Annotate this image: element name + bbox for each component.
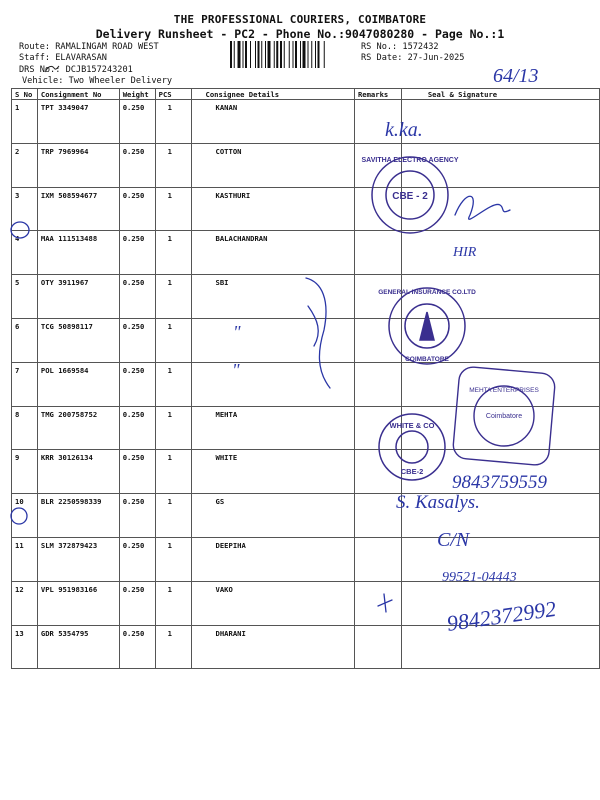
signature-row-1: k.ka. xyxy=(385,119,423,141)
col-header-pcs: PCS xyxy=(155,89,191,100)
barcode-bar xyxy=(230,41,232,68)
cell-consignment: IXM 508594677 xyxy=(37,187,119,231)
barcode-bar xyxy=(238,41,241,68)
barcode-image xyxy=(230,41,351,68)
ditto-row-6: " xyxy=(233,322,241,342)
cell-remarks xyxy=(354,406,401,450)
insurance-stamp-bottom: COIMBATORE xyxy=(405,356,449,363)
table-row xyxy=(12,450,600,494)
runsheet-table xyxy=(11,88,600,669)
mehta-stamp-ring: MEHTA ENTERPRISES xyxy=(469,387,539,394)
cell-consignee: KASTHURI xyxy=(191,187,354,231)
cell-consignment: TRP 7969964 xyxy=(37,143,119,187)
signature-row-4: HIR xyxy=(453,245,477,260)
savitha-stamp-ring: SAVITHA ELECTRO AGENCY xyxy=(361,157,459,164)
vehicle-text: Vehicle: Two Wheeler Delivery xyxy=(22,76,173,86)
cell-consignment: GDR 5354795 xyxy=(37,625,119,669)
cell-remarks xyxy=(354,537,401,581)
barcode-bar xyxy=(276,41,278,68)
barcode-bar xyxy=(300,41,301,68)
barcode-bar xyxy=(311,41,312,68)
cell-weight: 0.250 xyxy=(119,537,155,581)
cell-signature xyxy=(401,187,599,231)
cell-remarks xyxy=(354,494,401,538)
cell-signature xyxy=(401,581,599,625)
cell-remarks xyxy=(354,362,401,406)
cell-consignee: MEHTA xyxy=(191,406,354,450)
rs-number: RS No.: 1572432 xyxy=(361,42,439,52)
ditto-row-7: " xyxy=(232,360,240,380)
cell-consignment: VPL 951983166 xyxy=(37,581,119,625)
cell-consignment: TMG 200758752 xyxy=(37,406,119,450)
cell-weight: 0.250 xyxy=(119,450,155,494)
cell-signature xyxy=(401,275,599,319)
table-row xyxy=(12,581,600,625)
cell-weight: 0.250 xyxy=(119,187,155,231)
table-row xyxy=(12,143,600,187)
cell-weight: 0.250 xyxy=(119,318,155,362)
cell-consignee: BALACHANDRAN xyxy=(191,231,354,275)
barcode-bar xyxy=(324,41,325,68)
table-row xyxy=(12,275,600,319)
cell-weight: 0.250 xyxy=(119,275,155,319)
cell-consignment: BLR 2250598339 xyxy=(37,494,119,538)
cell-signature xyxy=(401,100,599,144)
barcode-bar xyxy=(268,41,271,68)
cell-sno: 4 xyxy=(12,231,38,275)
cell-remarks xyxy=(354,625,401,669)
cell-pcs: 1 xyxy=(155,318,191,362)
barcode-bar xyxy=(315,41,316,68)
cell-remarks xyxy=(354,100,401,144)
barcode-bar xyxy=(243,41,244,68)
cell-pcs: 1 xyxy=(155,537,191,581)
cell-signature xyxy=(401,362,599,406)
barcode-bar xyxy=(303,41,306,68)
cell-remarks xyxy=(354,231,401,275)
cell-consignee: WHITE xyxy=(191,450,354,494)
barcode-bar xyxy=(284,41,285,68)
col-header-signature: Seal & Signature xyxy=(401,89,599,100)
cell-pcs: 1 xyxy=(155,231,191,275)
cell-pcs: 1 xyxy=(155,275,191,319)
cell-remarks xyxy=(354,581,401,625)
cell-pcs: 1 xyxy=(155,406,191,450)
cell-consignee xyxy=(191,362,354,406)
cell-sno: 3 xyxy=(12,187,38,231)
table-row xyxy=(12,362,600,406)
barcode-bar xyxy=(234,41,235,68)
col-header-remarks: Remarks xyxy=(354,89,401,100)
table-row xyxy=(12,625,600,669)
cell-consignee: DEEPIHA xyxy=(191,537,354,581)
cell-remarks xyxy=(354,275,401,319)
table-row xyxy=(12,318,600,362)
white-stamp-ring: WHITE & CO xyxy=(389,421,435,430)
white-stamp-bottom: CBE-2 xyxy=(400,467,424,476)
col-header-weight: Weight xyxy=(119,89,155,100)
cell-consignment: TCG 50898117 xyxy=(37,318,119,362)
cell-signature xyxy=(401,494,599,538)
cell-sno: 9 xyxy=(12,450,38,494)
cell-consignee: GS xyxy=(191,494,354,538)
cell-sno: 13 xyxy=(12,625,38,669)
cell-consignee xyxy=(191,318,354,362)
barcode-bar xyxy=(289,41,290,68)
barcode-bar xyxy=(261,41,262,68)
table-row xyxy=(12,406,600,450)
barcode-bar xyxy=(265,41,266,68)
savitha-stamp-center: CBE - 2 xyxy=(392,191,428,202)
cell-signature xyxy=(401,450,599,494)
cell-sno: 8 xyxy=(12,406,38,450)
cell-sno: 12 xyxy=(12,581,38,625)
cell-signature xyxy=(401,231,599,275)
col-header-consignee: Consignee Details xyxy=(191,89,354,100)
insurance-stamp-ring: GENERAL INSURANCE CO.LTD xyxy=(378,289,476,296)
cell-weight: 0.250 xyxy=(119,581,155,625)
cell-consignment: OTY 3911967 xyxy=(37,275,119,319)
cell-sno: 5 xyxy=(12,275,38,319)
cell-sno: 7 xyxy=(12,362,38,406)
cell-consignee: SBI xyxy=(191,275,354,319)
scan-mark-icon xyxy=(44,64,60,74)
cn-row-12: C/N xyxy=(437,529,470,551)
runsheet-title: Delivery Runsheet - PC2 - Phone No.:9047080280 - Page No.:1 xyxy=(95,27,505,41)
cell-consignment: SLM 372879423 xyxy=(37,537,119,581)
cell-sno: 2 xyxy=(12,143,38,187)
cell-weight: 0.250 xyxy=(119,406,155,450)
cell-pcs: 1 xyxy=(155,187,191,231)
table-row xyxy=(12,494,600,538)
cell-sno: 11 xyxy=(12,537,38,581)
cell-pcs: 1 xyxy=(155,100,191,144)
name-row-11: S. Kasalys. xyxy=(396,492,480,513)
count-note: 64/13 xyxy=(493,65,539,87)
cell-remarks xyxy=(354,187,401,231)
cell-consignment: POL 1669584 xyxy=(37,362,119,406)
cell-sno: 6 xyxy=(12,318,38,362)
drs-number: DRS No.: DCJB157243201 xyxy=(19,65,133,75)
cell-pcs: 1 xyxy=(155,143,191,187)
cell-consignment: KRR 30126134 xyxy=(37,450,119,494)
staff-text: Staff: ELAVARASAN xyxy=(19,53,107,63)
cell-pcs: 1 xyxy=(155,581,191,625)
cell-signature xyxy=(401,625,599,669)
mehta-stamp-center: Coimbatore xyxy=(485,413,523,420)
cell-signature xyxy=(401,537,599,581)
barcode-bar xyxy=(318,41,320,68)
rs-date: RS Date: 27-Jun-2025 xyxy=(361,53,465,63)
cell-consignee: DHARANI xyxy=(191,625,354,669)
table-row xyxy=(12,187,600,231)
cell-remarks xyxy=(354,143,401,187)
cell-consignee: VAKO xyxy=(191,581,354,625)
col-header-sno: S No xyxy=(12,89,38,100)
barcode-bar xyxy=(258,41,260,68)
cell-sno: 1 xyxy=(12,100,38,144)
cell-remarks xyxy=(354,318,401,362)
barcode-bar xyxy=(245,41,247,68)
cell-weight: 0.250 xyxy=(119,362,155,406)
phone-row-13: 9842372992 xyxy=(445,595,558,636)
cell-pcs: 1 xyxy=(155,494,191,538)
barcode-bar xyxy=(293,41,294,68)
cell-weight: 0.250 xyxy=(119,231,155,275)
cell-consignment: MAA 111513488 xyxy=(37,231,119,275)
phone-row-10: 9843759559 xyxy=(452,472,547,493)
cell-weight: 0.250 xyxy=(119,143,155,187)
cell-consignee: KANAN xyxy=(191,100,354,144)
table-row xyxy=(12,100,600,144)
barcode-bar xyxy=(250,41,251,68)
route-text: Route: RAMALINGAM ROAD WEST xyxy=(19,42,159,52)
barcode-bar xyxy=(295,41,297,68)
phone-row-12: 99521-04443 xyxy=(442,570,517,585)
cell-weight: 0.250 xyxy=(119,494,155,538)
cell-weight: 0.250 xyxy=(119,625,155,669)
cell-pcs: 1 xyxy=(155,362,191,406)
table-row xyxy=(12,231,600,275)
cell-pcs: 1 xyxy=(155,625,191,669)
cell-signature xyxy=(401,318,599,362)
barcode-bar xyxy=(280,41,282,68)
table-row xyxy=(12,537,600,581)
barcode-bar xyxy=(274,41,275,68)
barcode-bar xyxy=(255,41,256,68)
cell-signature xyxy=(401,143,599,187)
cell-consignee: COTTON xyxy=(191,143,354,187)
company-title: THE PROFESSIONAL COURIERS, COIMBATORE xyxy=(173,13,427,26)
col-header-consignment: Consignment No xyxy=(37,89,119,100)
cell-signature xyxy=(401,406,599,450)
cell-remarks xyxy=(354,450,401,494)
cell-pcs: 1 xyxy=(155,450,191,494)
cell-consignment: TPT 3349047 xyxy=(37,100,119,144)
cell-sno: 10 xyxy=(12,494,38,538)
barcode-bar xyxy=(308,41,309,68)
cell-weight: 0.250 xyxy=(119,100,155,144)
